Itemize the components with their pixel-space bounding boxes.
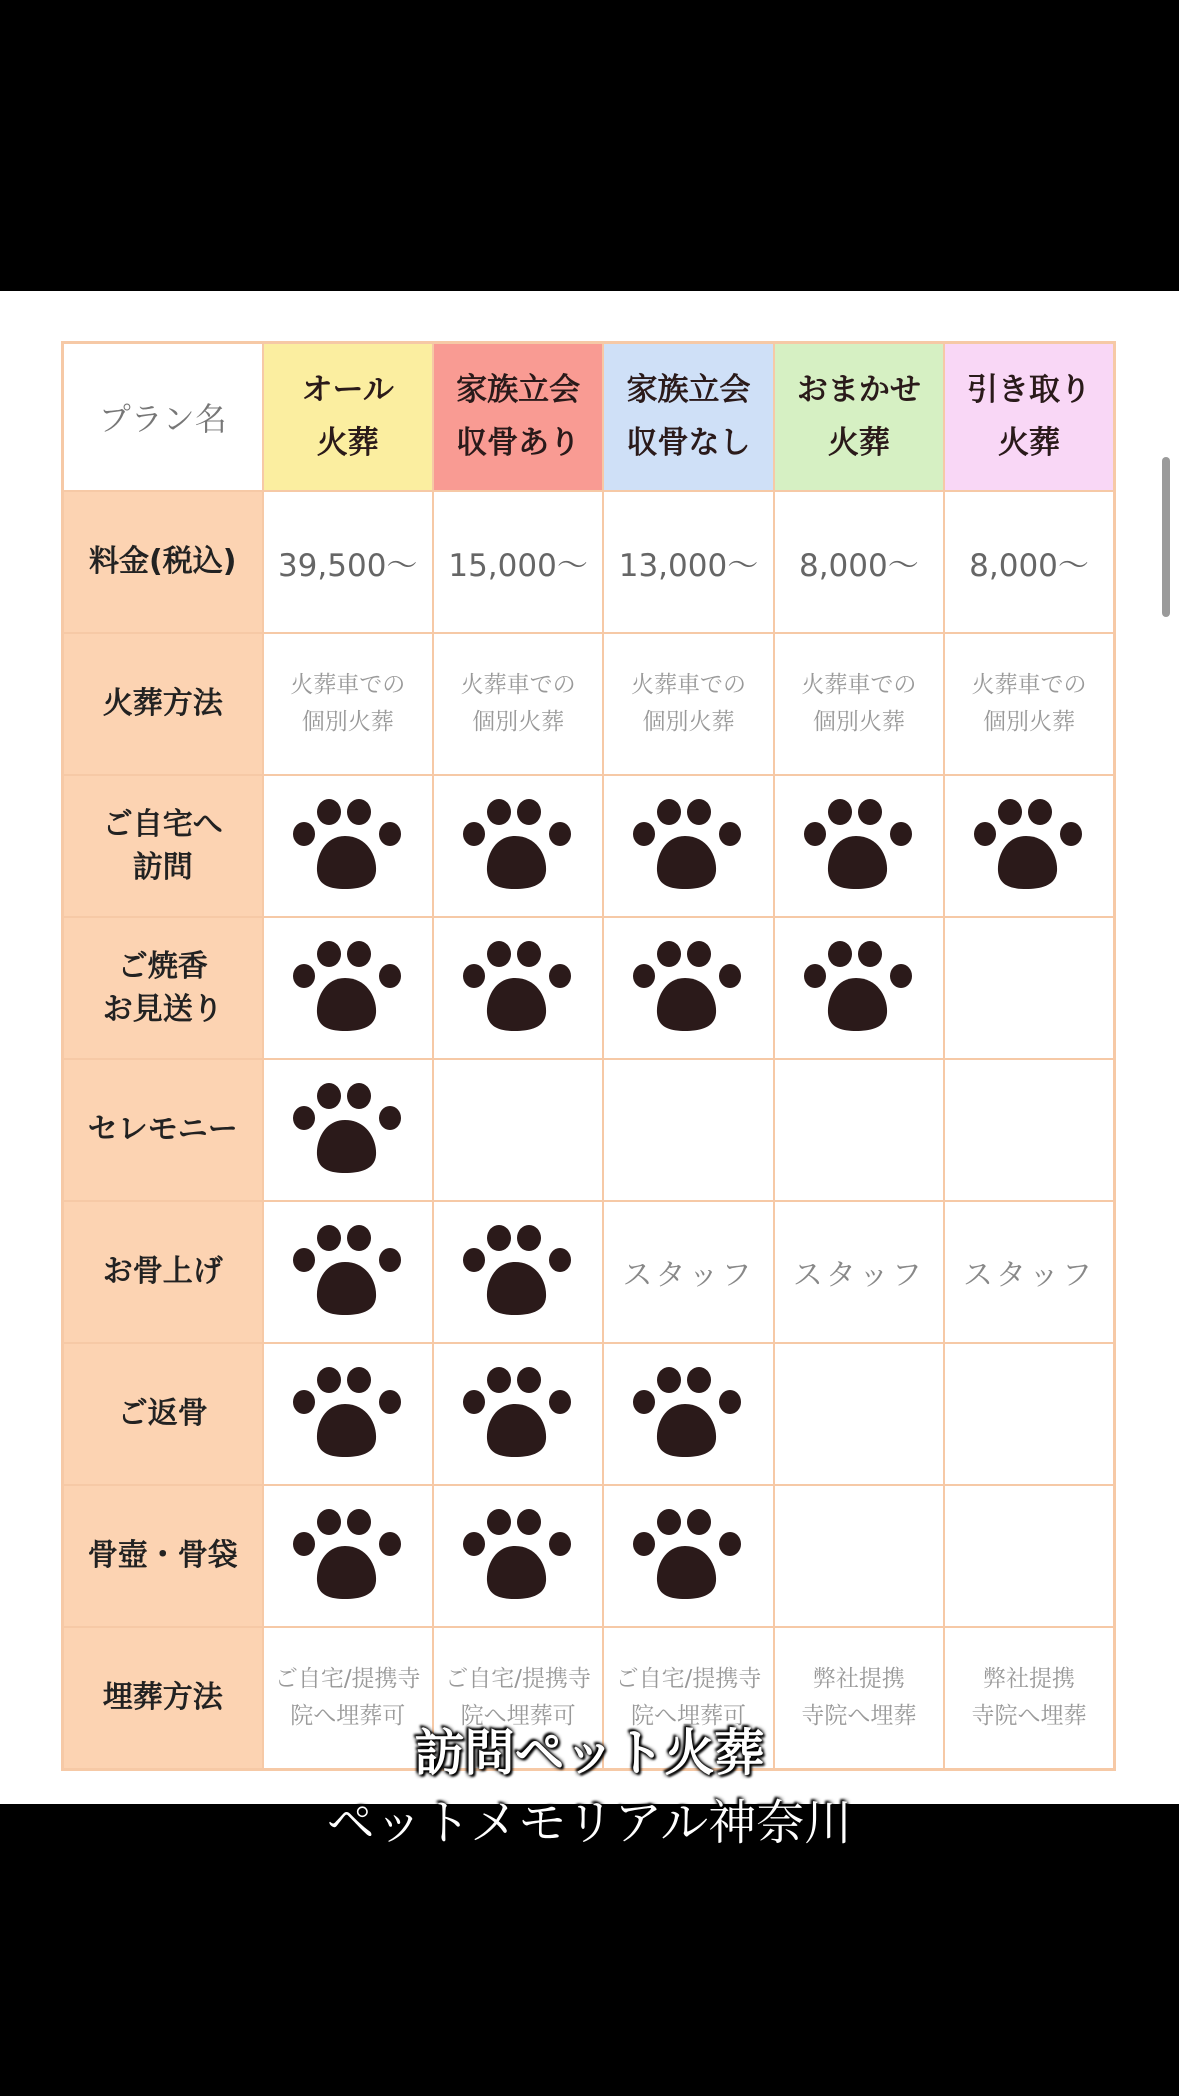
included-cell bbox=[263, 1201, 433, 1343]
included-cell bbox=[263, 917, 433, 1059]
empty-cell bbox=[944, 917, 1114, 1059]
row-label-line2: お見送り bbox=[102, 992, 223, 1027]
paw-icon bbox=[459, 796, 577, 892]
plan-header-line1: おまかせ bbox=[796, 372, 921, 409]
note-line2: 寺院へ埋葬 bbox=[971, 1703, 1087, 1729]
note-line2: 寺院へ埋葬 bbox=[801, 1703, 917, 1729]
paw-icon bbox=[289, 1506, 407, 1602]
plan-header-line2: 収骨なし bbox=[626, 425, 751, 461]
paw-icon bbox=[629, 796, 747, 892]
note-line2: 個別火葬 bbox=[642, 709, 735, 735]
caption-subtitle: ペットメモリアル神奈川 bbox=[326, 1795, 853, 1851]
included-cell bbox=[433, 1485, 603, 1627]
empty-cell bbox=[603, 1059, 773, 1201]
plan-header-line2: 収骨あり bbox=[456, 425, 581, 461]
staff-cell: スタッフ bbox=[603, 1201, 773, 1343]
note-line2: 院へ埋葬可 bbox=[630, 1703, 746, 1729]
plan-header-3 bbox=[603, 343, 773, 492]
empty-cell bbox=[774, 1485, 944, 1627]
note-cell bbox=[433, 633, 603, 775]
paw-icon bbox=[459, 1506, 577, 1602]
paw-icon bbox=[289, 796, 407, 892]
note-line1: 火葬車での bbox=[460, 672, 576, 699]
row-label-line1: 火葬方法 bbox=[102, 686, 223, 722]
row-label-line1: ご返骨 bbox=[117, 1396, 208, 1432]
paw-icon bbox=[629, 1364, 747, 1460]
plan-header-5 bbox=[944, 343, 1114, 492]
staff-cell: スタッフ bbox=[944, 1201, 1114, 1343]
note-line1: 火葬車での bbox=[801, 672, 917, 699]
table-row bbox=[63, 1343, 1115, 1485]
row-label-line1: 料金(税込) bbox=[89, 544, 237, 580]
note-line1: 火葬車での bbox=[290, 672, 406, 699]
plan-header-1 bbox=[263, 343, 433, 492]
paw-icon bbox=[800, 796, 918, 892]
note-cell bbox=[263, 633, 433, 775]
note-line1: ご自宅/提携寺 bbox=[445, 1666, 591, 1693]
caption-title: 訪問ペット火葬 bbox=[414, 1723, 765, 1782]
row-label-line1: 埋葬方法 bbox=[102, 1680, 223, 1716]
paw-icon bbox=[289, 1222, 407, 1318]
note-line1: 弊社提携 bbox=[812, 1666, 905, 1693]
plan-header-line2: 火葬 bbox=[827, 425, 890, 461]
row-label bbox=[63, 775, 263, 917]
paw-icon bbox=[459, 1364, 577, 1460]
price-cell: 13,000～ bbox=[603, 491, 773, 633]
note-line1: 弊社提携 bbox=[983, 1666, 1076, 1693]
included-cell bbox=[774, 917, 944, 1059]
row-label-line1: セレモニー bbox=[87, 1112, 238, 1148]
row-label-line1: ご焼香 bbox=[117, 948, 208, 984]
table-row bbox=[63, 491, 1115, 633]
included-cell bbox=[433, 775, 603, 917]
paw-icon bbox=[629, 1506, 747, 1602]
table-row bbox=[63, 633, 1115, 775]
note-line2: 院へ埋葬可 bbox=[290, 1703, 406, 1729]
paw-icon bbox=[289, 1080, 407, 1176]
row-label bbox=[63, 491, 263, 633]
note-line2: 個別火葬 bbox=[301, 709, 394, 735]
row-label-line1: 骨壺・骨袋 bbox=[87, 1538, 238, 1574]
note-line2: 個別火葬 bbox=[472, 709, 565, 735]
plan-header-line1: 引き取り bbox=[967, 372, 1092, 409]
note-line1: ご自宅/提携寺 bbox=[274, 1666, 421, 1693]
note-line1: 火葬車での bbox=[630, 672, 746, 699]
price-cell: 8,000～ bbox=[774, 491, 944, 633]
included-cell bbox=[774, 775, 944, 917]
row-label bbox=[63, 917, 263, 1059]
included-cell bbox=[603, 1343, 773, 1485]
note-line2: 個別火葬 bbox=[812, 709, 905, 735]
table-row bbox=[63, 1485, 1115, 1627]
paw-icon bbox=[459, 1222, 577, 1318]
paw-icon bbox=[800, 938, 918, 1034]
empty-cell bbox=[433, 1059, 603, 1201]
video-caption bbox=[0, 1718, 1179, 1858]
plan-header-line1: オール bbox=[301, 372, 394, 409]
row-label-line1: ご自宅へ bbox=[102, 806, 223, 842]
plan-header-line2: 火葬 bbox=[998, 425, 1061, 461]
empty-cell bbox=[944, 1059, 1114, 1201]
empty-cell bbox=[944, 1343, 1114, 1485]
note-cell bbox=[774, 633, 944, 775]
note-line2: 個別火葬 bbox=[983, 709, 1076, 735]
staff-cell: スタッフ bbox=[774, 1201, 944, 1343]
included-cell bbox=[603, 917, 773, 1059]
included-cell bbox=[433, 1201, 603, 1343]
empty-cell bbox=[774, 1343, 944, 1485]
included-cell bbox=[603, 775, 773, 917]
plan-header-line1: 家族立会 bbox=[456, 372, 581, 409]
row-label bbox=[63, 633, 263, 775]
header-row bbox=[63, 343, 1115, 492]
note-cell bbox=[944, 633, 1114, 775]
row-label bbox=[63, 1201, 263, 1343]
included-cell bbox=[603, 1485, 773, 1627]
price-cell: 15,000～ bbox=[433, 491, 603, 633]
table-row bbox=[63, 1201, 1115, 1343]
plan-name-label: プラン名 bbox=[63, 343, 263, 492]
plan-header-2 bbox=[433, 343, 603, 492]
paw-icon bbox=[289, 1364, 407, 1460]
plan-header-line1: 家族立会 bbox=[626, 372, 751, 409]
table-row bbox=[63, 1059, 1115, 1201]
included-cell bbox=[263, 1343, 433, 1485]
included-cell bbox=[263, 1485, 433, 1627]
included-cell bbox=[263, 775, 433, 917]
plan-header-4 bbox=[774, 343, 944, 492]
row-label bbox=[63, 1059, 263, 1201]
row-label bbox=[63, 1485, 263, 1627]
row-label bbox=[63, 1343, 263, 1485]
table-row bbox=[63, 917, 1115, 1059]
row-label-line2: 訪問 bbox=[132, 850, 193, 885]
plan-header-line2: 火葬 bbox=[316, 425, 379, 461]
included-cell bbox=[263, 1059, 433, 1201]
price-cell: 39,500～ bbox=[263, 491, 433, 633]
paw-icon bbox=[459, 938, 577, 1034]
included-cell bbox=[944, 775, 1114, 917]
row-label-line1: お骨上げ bbox=[102, 1254, 223, 1290]
paw-icon bbox=[970, 796, 1088, 892]
included-cell bbox=[433, 917, 603, 1059]
note-line2: 院へ埋葬可 bbox=[460, 1703, 576, 1729]
table-row bbox=[63, 775, 1115, 917]
empty-cell bbox=[944, 1485, 1114, 1627]
plan-comparison-table bbox=[61, 341, 1116, 1771]
paw-icon bbox=[289, 938, 407, 1034]
note-line1: ご自宅/提携寺 bbox=[615, 1666, 762, 1693]
paw-icon bbox=[629, 938, 747, 1034]
note-cell bbox=[603, 633, 773, 775]
empty-cell bbox=[774, 1059, 944, 1201]
included-cell bbox=[433, 1343, 603, 1485]
price-cell: 8,000～ bbox=[944, 491, 1114, 633]
scrollbar[interactable] bbox=[1162, 457, 1170, 617]
note-line1: 火葬車での bbox=[971, 672, 1087, 699]
